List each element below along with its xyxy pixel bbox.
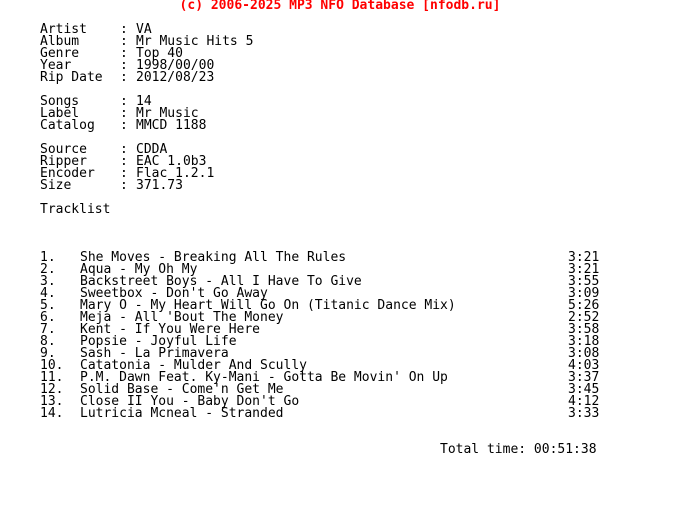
info-value-encoder: Flac 1.2.1	[136, 166, 215, 181]
info-key-ripper: Ripper	[40, 154, 87, 169]
info-key-year: Year	[40, 58, 72, 73]
track-number: 2.	[40, 262, 56, 277]
track-duration: 3:37	[568, 370, 600, 385]
info-separator: :	[120, 166, 128, 181]
info-separator: :	[120, 22, 128, 37]
track-number: 12.	[40, 382, 64, 397]
track-title: Mary O - My Heart Will Go On (Titanic Dance Mix)	[80, 298, 456, 313]
tracklist-label: Tracklist	[40, 202, 111, 217]
info-separator: :	[120, 46, 128, 61]
track-duration: 3:08	[568, 346, 600, 361]
info-value-rip-date: 2012/08/23	[136, 70, 215, 85]
track-duration: 3:55	[568, 274, 600, 289]
track-duration: 3:21	[568, 262, 600, 277]
track-title: She Moves - Breaking All The Rules	[80, 250, 347, 265]
track-title: Catatonia - Mulder And Scully	[80, 358, 307, 373]
info-separator: :	[120, 118, 128, 133]
track-duration: 3:21	[568, 250, 600, 265]
track-number: 5.	[40, 298, 56, 313]
info-value-ripper: EAC 1.0b3	[136, 154, 207, 169]
info-separator: :	[120, 142, 128, 157]
track-title: Meja - All 'Bout The Money	[80, 310, 284, 325]
track-number: 14.	[40, 406, 64, 421]
info-key-songs: Songs	[40, 94, 80, 109]
track-duration: 3:33	[568, 406, 600, 421]
track-number: 1.	[40, 250, 56, 265]
info-separator: :	[120, 70, 128, 85]
track-duration: 3:58	[568, 322, 600, 337]
track-title: Kent - If You Were Here	[80, 322, 261, 337]
track-title: Popsie - Joyful Life	[80, 334, 237, 349]
info-value-artist: VA	[136, 22, 152, 37]
info-separator: :	[120, 94, 128, 109]
track-title: P.M. Dawn Feat. Ky-Mani - Gotta Be Movin' On Up	[80, 370, 448, 385]
track-title: Sash - La Primavera	[80, 346, 229, 361]
track-title: Solid Base - Come'n Get Me	[80, 382, 284, 397]
track-title: Close II You - Baby Don't Go	[80, 394, 300, 409]
info-value-year: 1998/00/00	[136, 58, 215, 73]
track-title: Backstreet Boys - All I Have To Give	[80, 274, 362, 289]
track-number: 4.	[40, 286, 56, 301]
track-duration: 3:45	[568, 382, 600, 397]
info-value-songs: 14	[136, 94, 152, 109]
track-number: 9.	[40, 346, 56, 361]
info-key-catalog: Catalog	[40, 118, 95, 133]
track-title: Aqua - My Oh My	[80, 262, 198, 277]
info-value-source: CDDA	[136, 142, 168, 157]
info-key-artist: Artist	[40, 22, 87, 37]
info-separator: :	[120, 34, 128, 49]
track-duration: 4:03	[568, 358, 600, 373]
info-value-album: Mr Music Hits 5	[136, 34, 254, 49]
info-separator: :	[120, 178, 128, 193]
info-value-size: 371.73	[136, 178, 183, 193]
info-separator: :	[120, 58, 128, 73]
total-time: Total time: 00:51:38	[440, 442, 597, 457]
track-number: 6.	[40, 310, 56, 325]
track-duration: 4:12	[568, 394, 600, 409]
info-value-catalog: MMCD 1188	[136, 118, 207, 133]
info-value-genre: Top 40	[136, 46, 183, 61]
info-key-encoder: Encoder	[40, 166, 95, 181]
track-number: 11.	[40, 370, 64, 385]
track-number: 3.	[40, 274, 56, 289]
info-key-size: Size	[40, 178, 72, 193]
site-header: (c) 2006-2025 MP3 NFO Database [nfodb.ru]	[179, 0, 501, 13]
info-key-label: Label	[40, 106, 80, 121]
track-number: 10.	[40, 358, 64, 373]
track-number: 8.	[40, 334, 56, 349]
track-title: Lutricia Mcneal - Stranded	[80, 406, 284, 421]
info-key-album: Album	[40, 34, 80, 49]
info-key-rip-date: Rip Date	[40, 70, 103, 85]
track-duration: 5:26	[568, 298, 600, 313]
track-number: 7.	[40, 322, 56, 337]
info-separator: :	[120, 106, 128, 121]
info-value-label: Mr Music	[136, 106, 199, 121]
info-key-genre: Genre	[40, 46, 80, 61]
info-key-source: Source	[40, 142, 87, 157]
track-duration: 3:09	[568, 286, 600, 301]
info-separator: :	[120, 154, 128, 169]
track-title: Sweetbox - Don't Go Away	[80, 286, 268, 301]
track-duration: 2:52	[568, 310, 600, 325]
track-duration: 3:18	[568, 334, 600, 349]
track-number: 13.	[40, 394, 64, 409]
